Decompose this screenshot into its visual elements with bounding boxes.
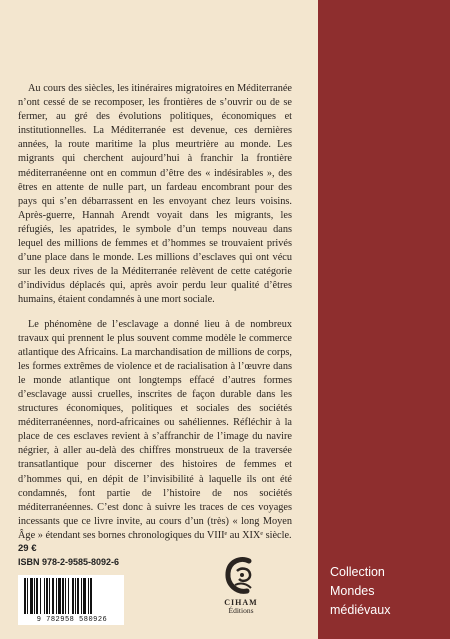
collection-title (330, 563, 442, 620)
collection-band (318, 0, 450, 639)
publisher-name: CIHAM (224, 598, 258, 607)
price: 29 € (18, 543, 37, 554)
collection-line-1: Collection (330, 565, 385, 579)
blurb-paragraph-2: Le phénomène de l’esclavage a donné lieu à de nombreux travaux qui prennent le plus souvent comme modèle le commerce atlantique des Africains. La marchandisation de millions de corps, les formes extrêmes de violence et de racialisation à l’œuvre dans le monde atlantique ont longtemps effacé d’autres formes d’esclavage aussi cruelles, inscrites de façon durable dans les structures économiques, politiques et sociales des sociétés méditerranéennes, nord-africaines ou sahéliennes. Réfléchir à la place de ces esclaves revient à s’affranchir de l’image du navire négrier, à aller au-delà des chiffres monstrueux de la traversée transatlantique pour discerner des histoires de femmes et d’hommes qui, en dépit de l’invisibilité à laquelle ils ont été condamnés, font partie de l’histoire de nos sociétés méditerranéennes. C’est donc à suivre les traces de ces voyages incessants que ce livre invite, au cours d’un (très) « long Moyen Âge » étendant ses bornes chronologiques du VIIIᵉ au XIXᵉ siècle. (18, 318, 292, 541)
barcode-digits: 9 782958 580926 (36, 616, 108, 624)
collection-line-2: Mondes (330, 584, 375, 598)
blurb (18, 82, 292, 543)
publisher-logo (213, 555, 269, 619)
barcode-bars-icon (24, 578, 118, 614)
blurb-paragraph-1: Au cours des siècles, les itinéraires migratoires en Méditerranée n’ont cessé de se recomposer, les frontières de s’ouvrir ou de se fermer, au gré des évolutions politiques, économiques et institutionnelles. La Méditerranée est devenue, ces dernières années, la route maritime la plus meurtrière au monde. Les migrants qui cherchent aujourd’hui à franchir la frontière méditerranéenne ont en commun d’être des « indésirables », des êtres en attente de nulle part, un fardeau encombrant pour des pays qui s’en débarrassent en les envoyant chez leurs voisins. Après-guerre, Hannah Arendt voyait dans les migrants, les réfugiés, les apatrides, le symbole d’un temps nouveau dans lequel des millions de femmes et d’hommes se trouvaient privés d’une place dans le monde. Les millions d’esclaves qui ont vécu sur les deux rives de la Méditerranée relèvent de cette catégorie d’individus déplacés qui, après avoir perdu leur qualité d’êtres humains, étaient condamnés à une mort sociale. (18, 83, 292, 306)
publisher-sub: Éditions (228, 606, 254, 615)
collection-line-3: médiévaux (330, 603, 391, 617)
barcode (18, 575, 124, 625)
ciham-logo-icon (223, 555, 259, 597)
isbn: ISBN 978-2-9585-8092-6 (18, 557, 120, 567)
